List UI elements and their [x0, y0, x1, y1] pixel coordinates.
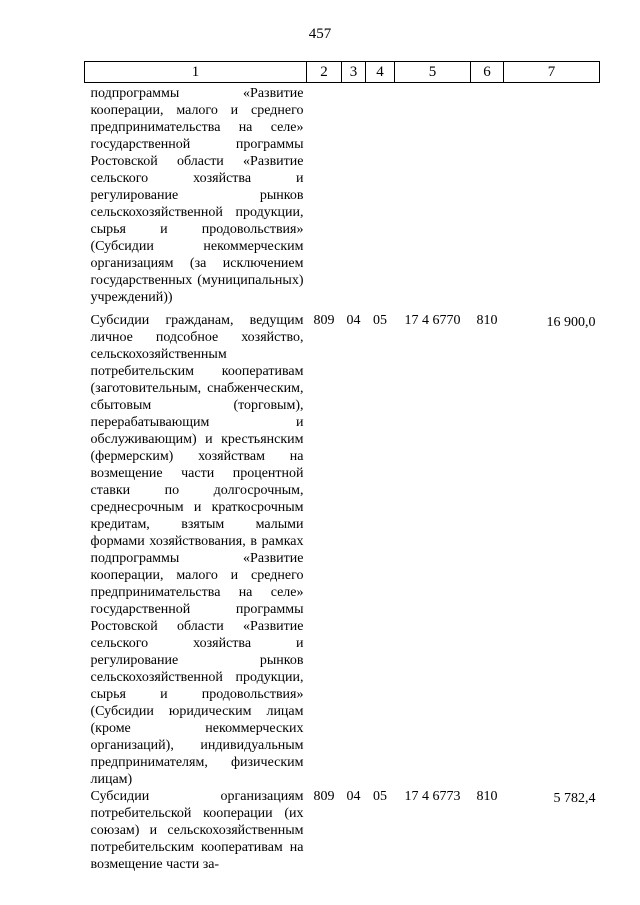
- column-header-7: 7: [504, 62, 600, 83]
- row-code-4: [366, 83, 395, 313]
- column-header-6: 6: [471, 62, 504, 83]
- row-description: подпрограммы «Развитие кооперации, малого и среднего предпринимательства на селе» государственной программы Ростовской области «Развитие сельского хозяйства и регулирование рынков сельскохозяйственной продукции, сырья и продовольствия» (Субсидии некоммерческим организациям (за исключением государственных (муниципальных) учреждений)): [90, 86, 304, 305]
- row-code-6: [471, 83, 504, 313]
- row-code-3: 04: [346, 789, 361, 804]
- row-amount: 16 900,0: [546, 315, 596, 330]
- page-number: 457: [308, 26, 332, 42]
- row-amount: [504, 83, 600, 313]
- row-description: Субсидии гражданам, ведущим личное подсобное хозяйство, сельскохозяйственным потребительским кооперативам (заготовительным, снабженческим, сбытовым (торговым), перерабатывающим и обслуживающим) и крестьянским (фермерским) хозяйствам на возмещение части процентной ставки по долгосрочным, среднесрочным и краткосрочным кредитам, взятым малыми формами хозяйствования, в рамках подпрограммы «Развитие кооперации, малого и среднего предпринимательства на селе» государственной программы Ростовской области «Развитие сельского хозяйства и регулирование рынков сельскохозяйственной продукции, сырья и продовольствия» (Субсидии юридическим лицам (кроме некоммерческих организаций), индивидуальным предпринимателям, физическим лицам): [90, 313, 304, 787]
- table-row: [85, 312, 600, 788]
- row-code-2: 809: [313, 789, 335, 804]
- table-header-row: [85, 62, 600, 83]
- column-header-2: 2: [307, 62, 342, 83]
- row-code-2: 809: [313, 313, 335, 328]
- row-code-3: 04: [346, 313, 361, 328]
- row-code-3: [342, 83, 366, 313]
- column-header-1: 1: [85, 62, 307, 83]
- row-code-6: 810: [476, 789, 498, 804]
- row-code-4: 05: [373, 313, 387, 328]
- row-code-5: [395, 83, 471, 313]
- row-code-6: 810: [476, 313, 498, 328]
- row-amount: 5 782,4: [553, 791, 596, 806]
- row-code-4: 05: [373, 789, 387, 804]
- column-header-3: 3: [342, 62, 366, 83]
- column-header-5: 5: [395, 62, 471, 83]
- budget-table: [84, 61, 600, 873]
- table-row: [85, 83, 600, 313]
- row-code-5: 17 4 6770: [404, 313, 461, 328]
- table-row: [85, 788, 600, 873]
- row-code-5: 17 4 6773: [404, 789, 461, 804]
- column-header-4: 4: [366, 62, 395, 83]
- row-description: Субсидии организациям потребительской кооперации (их союзам) и сельскохозяйственным потребительским кооперативам на возмещение части за-: [90, 789, 304, 872]
- row-code-2: [307, 83, 342, 313]
